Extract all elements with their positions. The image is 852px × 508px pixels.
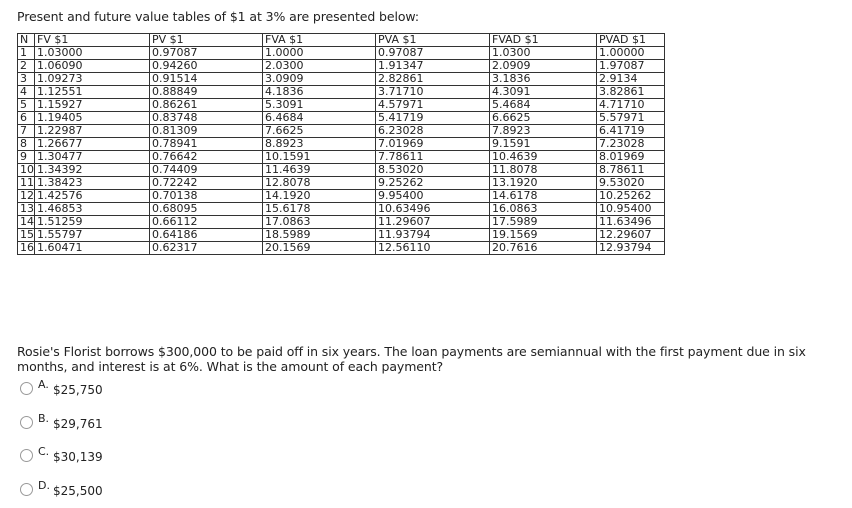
table-cell: 6: [18, 112, 35, 125]
column-header-fvad: FVAD $1: [490, 34, 597, 47]
table-cell: 9.53020: [597, 177, 665, 190]
table-cell: 9.25262: [376, 177, 490, 190]
radio-button[interactable]: [20, 382, 33, 395]
table-cell: 8.53020: [376, 164, 490, 177]
table-cell: 0.97087: [150, 47, 263, 60]
table-cell: 1.30477: [35, 151, 150, 164]
table-cell: 0.81309: [150, 125, 263, 138]
value-table: [17, 33, 665, 255]
table-cell: 2: [18, 60, 35, 73]
table-cell: 1.42576: [35, 190, 150, 203]
table-cell: 7.6625: [263, 125, 376, 138]
choice-amount: $29,761: [53, 417, 103, 431]
choice-amount: $25,500: [53, 484, 103, 498]
radio-button[interactable]: [20, 483, 33, 496]
table-cell: 20.7616: [490, 242, 597, 255]
table-cell: 11.8078: [490, 164, 597, 177]
table-cell: 1.09273: [35, 73, 150, 86]
table-cell: 2.82861: [376, 73, 490, 86]
table-cell: 2.0300: [263, 60, 376, 73]
choice-letter: D.: [38, 479, 50, 492]
table-cell: 6.4684: [263, 112, 376, 125]
table-cell: 1.97087: [597, 60, 665, 73]
table-cell: 17.5989: [490, 216, 597, 229]
table-row: [18, 151, 665, 164]
table-cell: 8: [18, 138, 35, 151]
table-cell: 5.41719: [376, 112, 490, 125]
table-cell: 1.51259: [35, 216, 150, 229]
table-cell: 0.62317: [150, 242, 263, 255]
table-cell: 1.91347: [376, 60, 490, 73]
table-cell: 3.0909: [263, 73, 376, 86]
table-row: [18, 73, 665, 86]
table-cell: 1.0000: [263, 47, 376, 60]
table-cell: 6.41719: [597, 125, 665, 138]
column-header-fv: FV $1: [35, 34, 150, 47]
table-cell: 7.78611: [376, 151, 490, 164]
table-cell: 13: [18, 203, 35, 216]
table-cell: 4.71710: [597, 99, 665, 112]
table-cell: 8.8923: [263, 138, 376, 151]
table-cell: 3: [18, 73, 35, 86]
table-cell: 1.06090: [35, 60, 150, 73]
table-cell: 6.23028: [376, 125, 490, 138]
table-cell: 1.38423: [35, 177, 150, 190]
table-cell: 0.72242: [150, 177, 263, 190]
table-cell: 6.6625: [490, 112, 597, 125]
table-cell: 0.68095: [150, 203, 263, 216]
table-row: [18, 99, 665, 112]
table-cell: 9.1591: [490, 138, 597, 151]
table-cell: 8.78611: [597, 164, 665, 177]
table-cell: 10.63496: [376, 203, 490, 216]
table-cell: 5.57971: [597, 112, 665, 125]
table-cell: 1.55797: [35, 229, 150, 242]
table-cell: 0.70138: [150, 190, 263, 203]
table-cell: 10.25262: [597, 190, 665, 203]
table-cell: 12.29607: [597, 229, 665, 242]
table-cell: 4.3091: [490, 86, 597, 99]
table-cell: 7: [18, 125, 35, 138]
table-cell: 1.03000: [35, 47, 150, 60]
table-cell: 12.93794: [597, 242, 665, 255]
table-cell: 3.71710: [376, 86, 490, 99]
table-cell: 9: [18, 151, 35, 164]
table-cell: 5.4684: [490, 99, 597, 112]
choice-d[interactable]: [17, 479, 137, 503]
table-cell: 10.1591: [263, 151, 376, 164]
table-cell: 0.88849: [150, 86, 263, 99]
table-cell: 0.83748: [150, 112, 263, 125]
choice-b[interactable]: [17, 412, 137, 436]
choice-letter: C.: [38, 445, 50, 458]
table-cell: 15.6178: [263, 203, 376, 216]
table-cell: 0.66112: [150, 216, 263, 229]
table-row: [18, 229, 665, 242]
table-cell: 10.4639: [490, 151, 597, 164]
table-row: [18, 125, 665, 138]
table-cell: 7.8923: [490, 125, 597, 138]
table-cell: 1.0300: [490, 47, 597, 60]
table-row: [18, 177, 665, 190]
table-cell: 1.60471: [35, 242, 150, 255]
table-row: [18, 164, 665, 177]
table-cell: 4.1836: [263, 86, 376, 99]
table-cell: 11.93794: [376, 229, 490, 242]
table-cell: 1.12551: [35, 86, 150, 99]
choice-amount: $30,139: [53, 450, 103, 464]
intro-text: Present and future value tables of $1 at 3% are presented below:: [17, 9, 419, 24]
table-cell: 11: [18, 177, 35, 190]
table-cell: 14.1920: [263, 190, 376, 203]
table-cell: 12: [18, 190, 35, 203]
table-cell: 1.26677: [35, 138, 150, 151]
table-cell: 0.76642: [150, 151, 263, 164]
table-cell: 13.1920: [490, 177, 597, 190]
table-cell: 1.34392: [35, 164, 150, 177]
table-row: [18, 216, 665, 229]
table-cell: 0.97087: [376, 47, 490, 60]
table-row: [18, 242, 665, 255]
table-cell: 16: [18, 242, 35, 255]
table-cell: 9.95400: [376, 190, 490, 203]
choice-a[interactable]: [17, 378, 137, 402]
table-row: [18, 203, 665, 216]
table-cell: 8.01969: [597, 151, 665, 164]
table-cell: 5: [18, 99, 35, 112]
table-cell: 0.91514: [150, 73, 263, 86]
choice-c[interactable]: [17, 445, 137, 469]
table-cell: 18.5989: [263, 229, 376, 242]
table-cell: 1: [18, 47, 35, 60]
table-cell: 2.0909: [490, 60, 597, 73]
table-cell: 10.95400: [597, 203, 665, 216]
table-cell: 1.22987: [35, 125, 150, 138]
table-row: [18, 138, 665, 151]
table-cell: 5.3091: [263, 99, 376, 112]
table-cell: 3.1836: [490, 73, 597, 86]
table-cell: 0.86261: [150, 99, 263, 112]
table-cell: 11.63496: [597, 216, 665, 229]
table-row: [18, 112, 665, 125]
table-cell: 12.56110: [376, 242, 490, 255]
table-header-row: [18, 34, 665, 47]
table-cell: 10: [18, 164, 35, 177]
radio-button[interactable]: [20, 449, 33, 462]
table-row: [18, 86, 665, 99]
column-header-pva: PVA $1: [376, 34, 490, 47]
table-cell: 2.9134: [597, 73, 665, 86]
table-cell: 15: [18, 229, 35, 242]
table-row: [18, 190, 665, 203]
table-cell: 19.1569: [490, 229, 597, 242]
column-header-n: N: [18, 34, 35, 47]
table-cell: 1.46853: [35, 203, 150, 216]
table-cell: 11.4639: [263, 164, 376, 177]
table-row: [18, 47, 665, 60]
table-cell: 12.8078: [263, 177, 376, 190]
column-header-pv: PV $1: [150, 34, 263, 47]
table-cell: 0.64186: [150, 229, 263, 242]
table-cell: 16.0863: [490, 203, 597, 216]
table-cell: 4: [18, 86, 35, 99]
table-cell: 7.01969: [376, 138, 490, 151]
table-cell: 11.29607: [376, 216, 490, 229]
choice-letter: B.: [38, 412, 50, 425]
table-cell: 1.00000: [597, 47, 665, 60]
choice-amount: $25,750: [53, 383, 103, 397]
table-row: [18, 60, 665, 73]
question-text: Rosie's Florist borrows $300,000 to be paid off in six years. The loan payments are semiannual with the first payment due in six months, and interest is at 6%. What is the amount of each payment?: [17, 344, 806, 374]
choice-letter: A.: [38, 378, 49, 391]
table-cell: 17.0863: [263, 216, 376, 229]
table-cell: 0.74409: [150, 164, 263, 177]
column-header-pvad: PVAD $1: [597, 34, 665, 47]
table-body: [18, 47, 665, 255]
table-cell: 0.78941: [150, 138, 263, 151]
table-cell: 4.57971: [376, 99, 490, 112]
table-cell: 20.1569: [263, 242, 376, 255]
table-cell: 1.15927: [35, 99, 150, 112]
table-cell: 0.94260: [150, 60, 263, 73]
table-cell: 1.19405: [35, 112, 150, 125]
table-cell: 3.82861: [597, 86, 665, 99]
table-cell: 14: [18, 216, 35, 229]
column-header-fva: FVA $1: [263, 34, 376, 47]
radio-button[interactable]: [20, 416, 33, 429]
table-cell: 7.23028: [597, 138, 665, 151]
table-cell: 14.6178: [490, 190, 597, 203]
